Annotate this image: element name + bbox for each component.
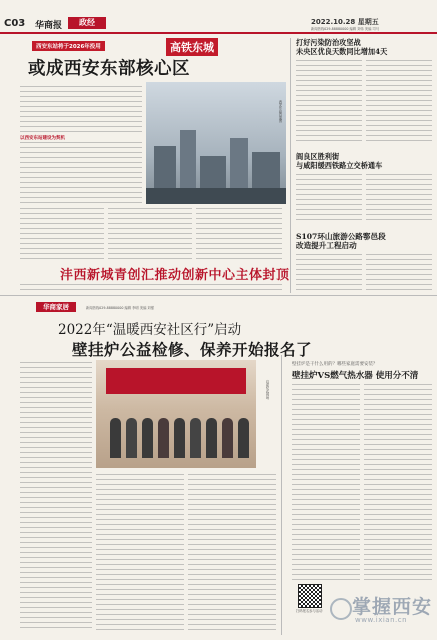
page-number: C03 — [4, 18, 26, 29]
section-divider — [0, 295, 437, 296]
top-story-kicker-big: 高铁东城 — [166, 38, 218, 56]
article-text-block — [366, 60, 432, 142]
column-rule — [281, 355, 282, 635]
right-lower-title: 壁挂炉VS燃气热水器 使用分不清 — [292, 371, 419, 381]
article-text-block — [20, 362, 92, 632]
issue-date: 2022.10.28 星期五 — [311, 18, 379, 26]
watermark-logo-icon — [330, 598, 352, 620]
right-story2-title-line1: 阎良区胜利街 — [296, 152, 340, 161]
lower-story-title-line1: 2022年“温暖西安社区行”启动 — [58, 322, 242, 338]
watermark-text: 掌握西安 — [352, 596, 433, 618]
right-story1-title — [296, 38, 434, 56]
article-text-block — [366, 174, 432, 224]
photo-caption: 西安东站效果图 — [278, 100, 282, 123]
newspaper-logo: 华商报 — [35, 21, 63, 31]
column-rule — [290, 38, 291, 293]
article-text-block — [20, 208, 104, 260]
right-story2-title — [296, 152, 434, 170]
right-story3-title-line2: 改造提升工程启动 — [296, 241, 357, 250]
right-story3-title-line1: S107环山旅游公路鄠邑段 — [296, 232, 386, 241]
article-text-block — [196, 208, 282, 260]
article-text-block — [108, 208, 192, 260]
station-rendering-image — [146, 82, 286, 204]
article-text-block — [20, 142, 142, 204]
article-text-block — [296, 60, 362, 142]
section-tab: 政经 — [68, 17, 106, 29]
middle-story-title: 沣西新城青创汇推动创新中心主体封顶 — [60, 268, 290, 283]
top-story-title: 或成西安东部核心区 — [28, 59, 190, 79]
article-text-block — [364, 384, 432, 580]
lower-section-info: 新闻热线029-88880000 编辑 李明 美编 刘强 — [86, 306, 155, 310]
right-story1-title-line2: 未央区优良天数同比增加4天 — [296, 47, 388, 56]
article-text-block — [296, 254, 362, 292]
home-section-tab: 华商家居 — [36, 302, 76, 312]
article-text-block — [96, 474, 184, 632]
launch-ceremony-image — [96, 360, 256, 468]
header-rule — [0, 32, 437, 34]
right-story1-title-line1: 打好污染防治攻坚战 — [296, 38, 361, 47]
lower-story-title-line2: 壁挂炉公益检修、保养开始报名了 — [72, 340, 313, 359]
header-info: 新闻热线029-88880000 编辑 刘伟 美编 司马 — [311, 27, 380, 31]
top-story-subhead: 以西安东站建设为契机 — [20, 136, 65, 141]
qr-code-icon[interactable] — [298, 584, 322, 608]
watermark-url: www.ixian.cn — [355, 616, 408, 624]
top-story-kicker: 西安东站将于2026年投用 — [32, 41, 105, 51]
article-text-block — [20, 284, 282, 292]
right-story2-title-line2: 与咸阳缓西铁路立交桥通车 — [296, 161, 383, 170]
article-text-block — [188, 474, 276, 632]
article-text-block — [366, 254, 432, 292]
right-lower-kicker: 壁挂炉是干什么用的？哪些家庭需要安装？ — [292, 362, 378, 367]
photo-caption: 启动仪式现场 — [265, 380, 269, 400]
qr-caption: 扫码报名参与活动 — [296, 609, 323, 613]
article-text-block — [292, 384, 360, 580]
article-text-block — [296, 174, 362, 224]
article-text-block — [20, 86, 142, 132]
right-story3-title — [296, 232, 434, 250]
